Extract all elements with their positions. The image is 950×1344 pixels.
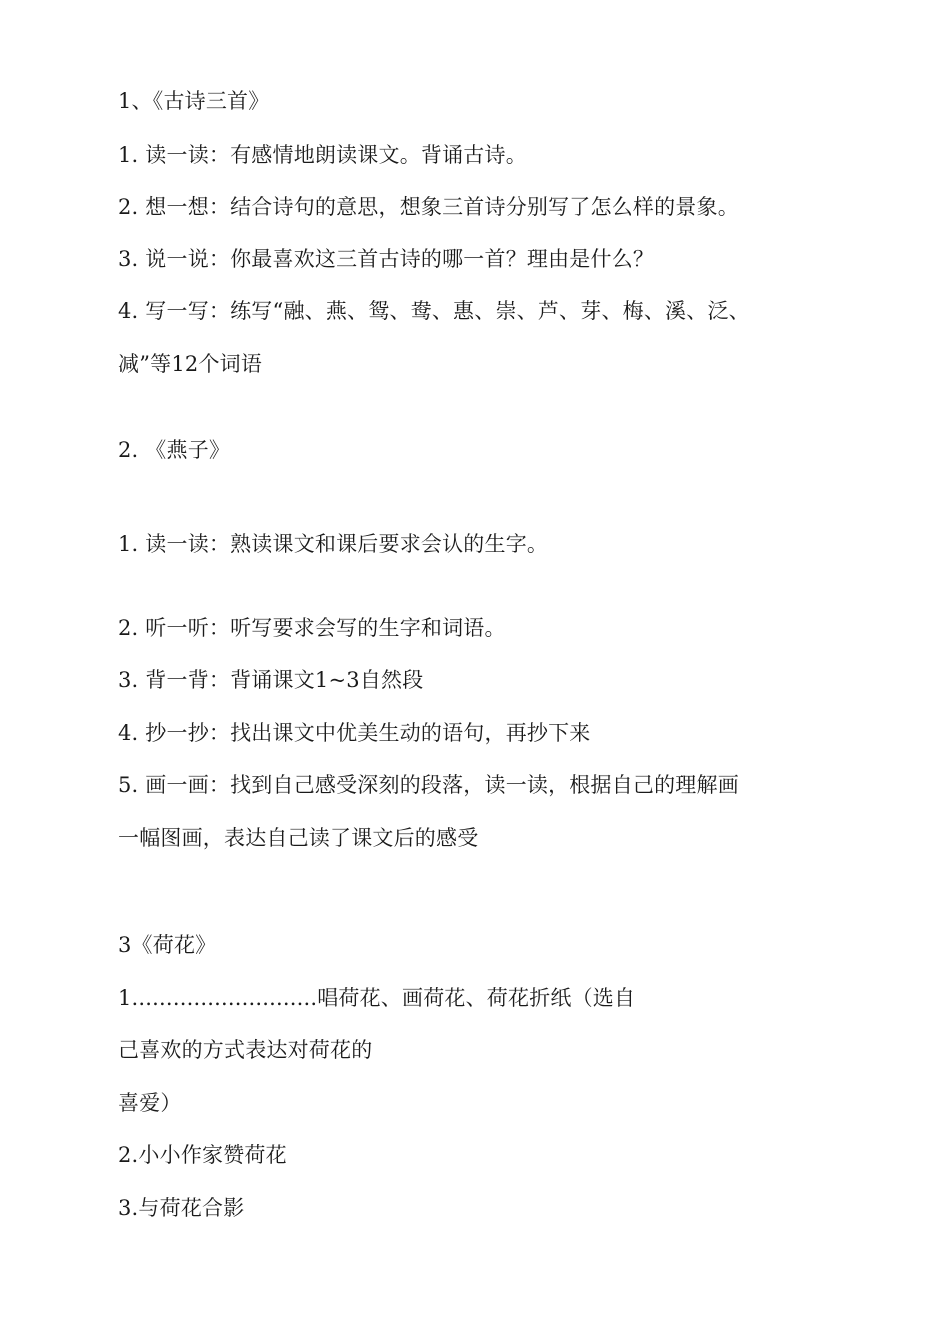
section-3-item-3: 3.与荷花合影	[118, 1196, 245, 1220]
section-2-item-5: 5. 画一画：找到自己感受深刻的段落，读一读，根据自己的理解画	[118, 773, 739, 797]
section-3-item-2: 2.小小作家赞荷花	[118, 1143, 287, 1167]
section-1-item-2: 2. 想一想：结合诗句的意思，想象三首诗分别写了怎么样的景象。	[118, 195, 739, 219]
section-1-item-4: 4. 写一写：练写“融、燕、鸳、鸯、惠、崇、芦、芽、梅、溪、泛、	[118, 299, 750, 323]
section-3-item-1-cont: 己喜欢的方式表达对荷花的	[118, 1038, 373, 1062]
section-2-item-2: 2. 听一听：听写要求会写的生字和词语。	[118, 616, 506, 640]
section-2-item-4: 4. 抄一抄：找出课文中优美生动的语句，再抄下来	[118, 721, 591, 745]
section-1-item-4-cont: 减”等12个词语	[118, 352, 263, 376]
section-1-item-3: 3. 说一说：你最喜欢这三首古诗的哪一首？理由是什么？	[118, 247, 655, 271]
section-3-title: 3《荷花》	[118, 933, 217, 957]
section-2-item-5-cont: 一幅图画，表达自己读了课文后的感受	[118, 826, 479, 850]
section-2-item-1: 1. 读一读：熟读课文和课后要求会认的生字。	[118, 532, 549, 556]
section-1-title: 1、《古诗三首》	[118, 89, 270, 113]
section-2-item-3: 3. 背一背：背诵课文1~3自然段	[118, 668, 424, 692]
section-1-item-1: 1. 读一读：有感情地朗读课文。背诵古诗。	[118, 143, 527, 167]
section-3-item-1-end: 喜爱）	[118, 1091, 182, 1115]
section-3-item-1: 1...........................唱荷花、画荷花、荷花折纸（选自	[118, 986, 636, 1010]
section-2-title: 2. 《燕子》	[118, 438, 231, 462]
